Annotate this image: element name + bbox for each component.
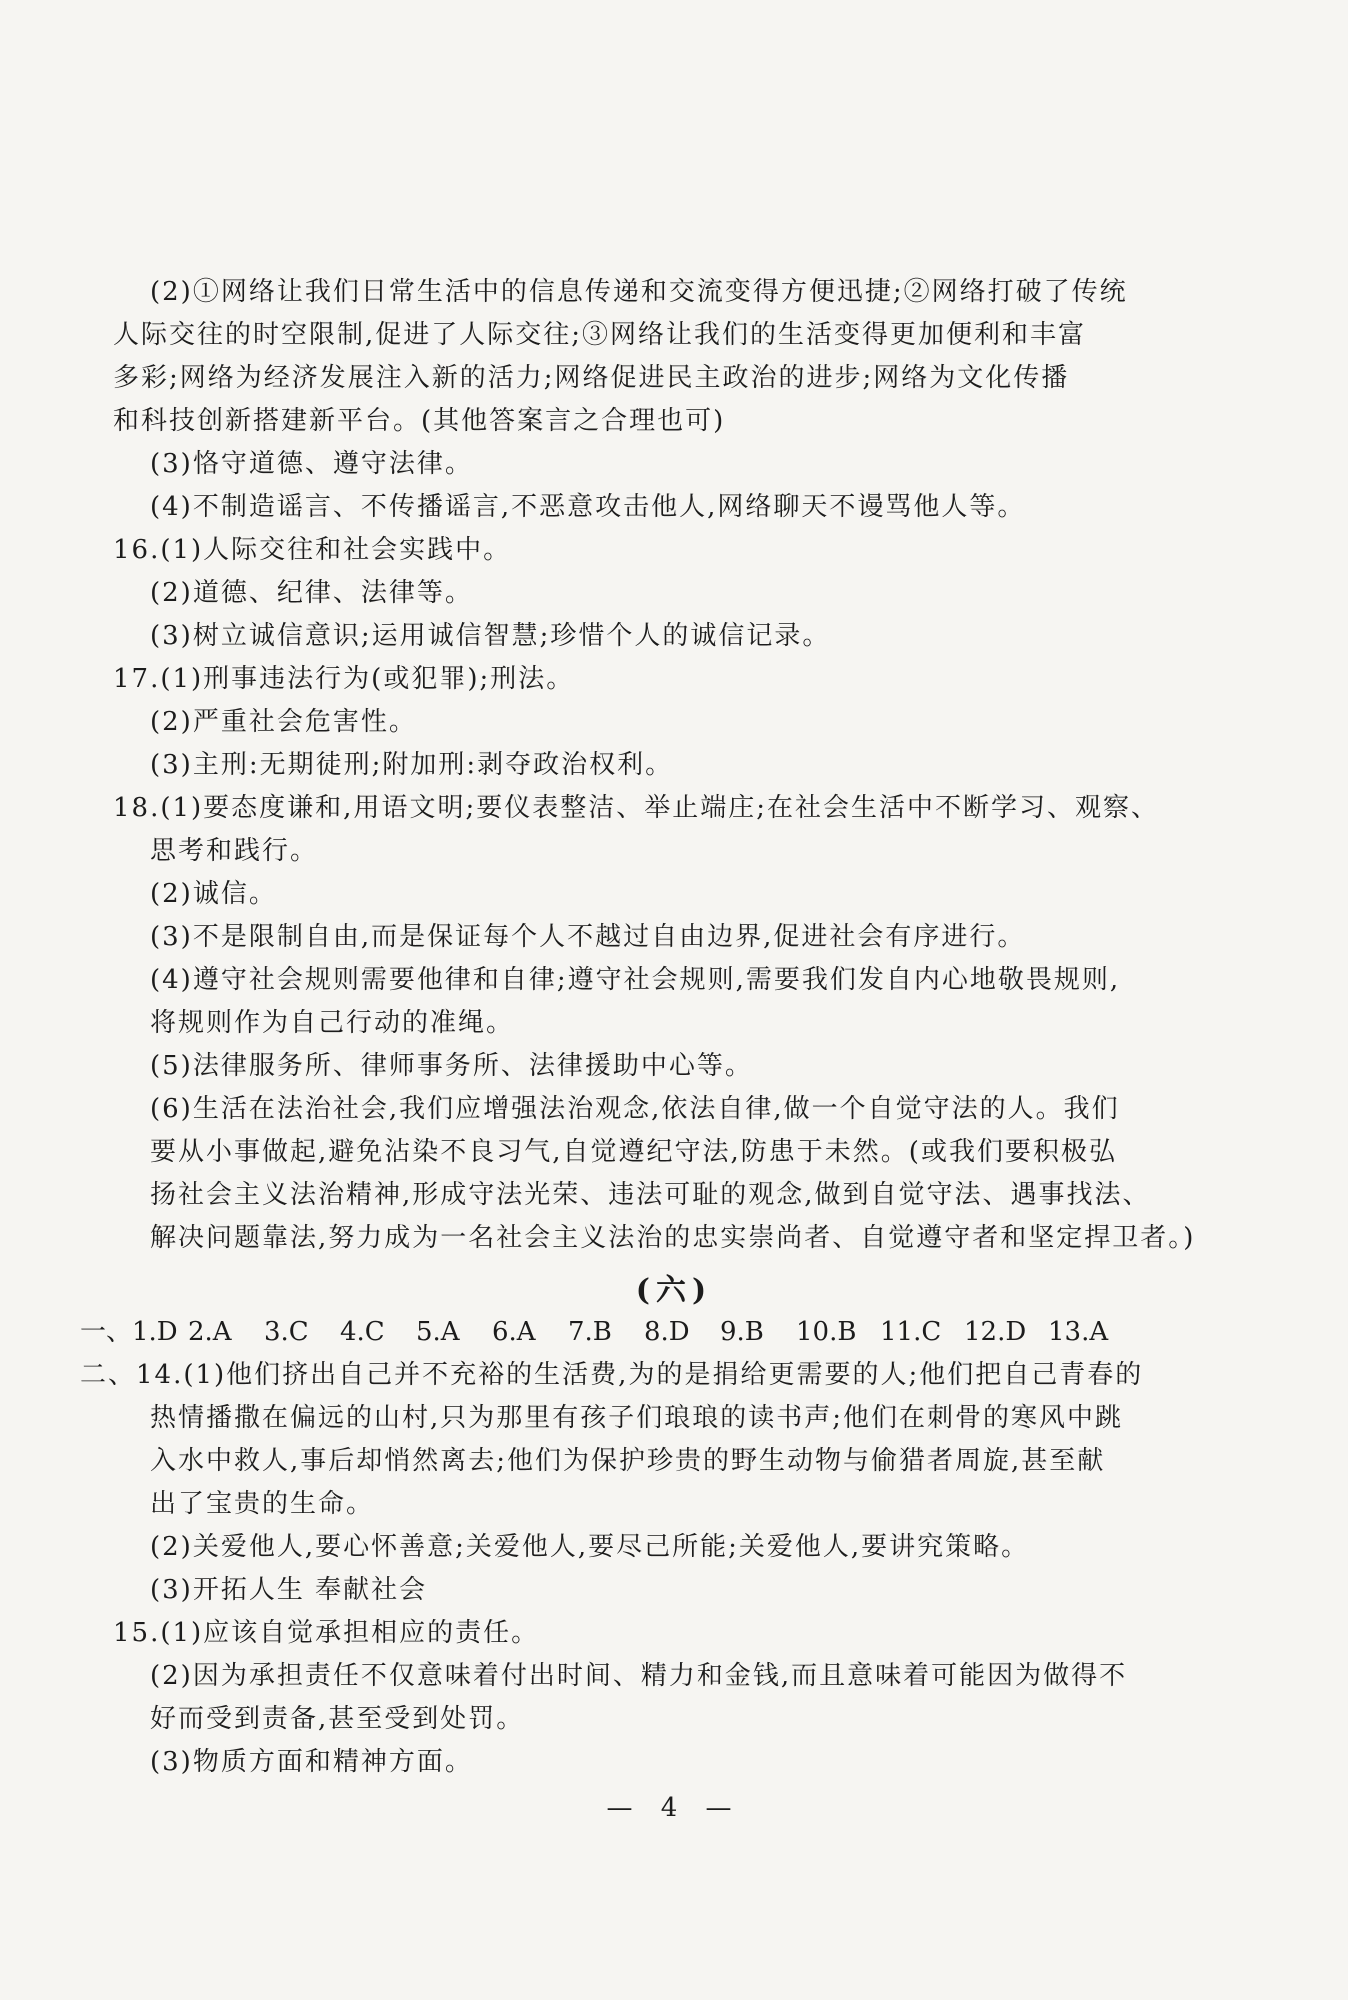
- answer-line: 将规则作为自己行动的准绳。: [150, 1008, 515, 1038]
- mc-answer: 8.D: [644, 1317, 690, 1347]
- answer-line: 17.(1)刑事违法行为(或犯罪);刑法。: [113, 664, 575, 694]
- answer-line: 多彩;网络为经济发展注入新的活力;网络促进民主政治的进步;网络为文化传播: [113, 363, 1070, 393]
- answer-line: 解决问题靠法,努力成为一名社会主义法治的忠实崇尚者、自觉遵守者和坚定捍卫者。): [150, 1223, 1196, 1253]
- answer-line: (6)生活在法治社会,我们应增强法治观念,依法自律,做一个自觉守法的人。我们: [150, 1094, 1120, 1124]
- answer-line: (3)物质方面和精神方面。: [150, 1747, 473, 1777]
- answer-line: (2)诚信。: [150, 879, 277, 909]
- answer-line: (2)因为承担责任不仅意味着付出时间、精力和金钱,而且意味着可能因为做得不: [150, 1661, 1128, 1691]
- page-number: — 4 —: [606, 1793, 742, 1823]
- answer-line: 16.(1)人际交往和社会实践中。: [113, 535, 512, 565]
- mc-answer: 10.B: [796, 1317, 857, 1347]
- mc-answer: 6.A: [492, 1317, 536, 1347]
- answer-line: (5)法律服务所、律师事务所、法律援助中心等。: [150, 1051, 753, 1081]
- answer-line: (3)不是限制自由,而是保证每个人不越过自由边界,促进社会有序进行。: [150, 922, 1026, 952]
- mc-answer: 2.A: [188, 1317, 232, 1347]
- section-heading: (六): [635, 1273, 713, 1308]
- answer-line: (2)道德、纪律、法律等。: [150, 578, 473, 608]
- answer-line: (2)关爱他人,要心怀善意;关爱他人,要尽己所能;关爱他人,要讲究策略。: [150, 1532, 1030, 1562]
- answer-line: 15.(1)应该自觉承担相应的责任。: [113, 1618, 540, 1648]
- mc-answer: 9.B: [720, 1317, 764, 1347]
- answer-line: (3)恪守道德、遵守法律。: [150, 449, 473, 479]
- answer-line: 入水中救人,事后却悄然离去;他们为保护珍贵的野生动物与偷猎者周旋,甚至献: [150, 1446, 1106, 1476]
- answer-line: (4)不制造谣言、不传播谣言,不恶意攻击他人,网络聊天不谩骂他人等。: [150, 492, 1026, 522]
- answer-line: 二、14.(1)他们挤出自己并不充裕的生活费,为的是捐给更需要的人;他们把自己青春的: [80, 1360, 1144, 1390]
- answer-line: (3)开拓人生 奉献社会: [150, 1575, 428, 1605]
- mc-answer: 13.A: [1048, 1317, 1109, 1347]
- answer-line: 出了宝贵的生命。: [150, 1489, 375, 1519]
- mc-answer: 5.A: [416, 1317, 460, 1347]
- answer-line: 要从小事做起,避免沾染不良习气,自觉遵纪守法,防患于未然。(或我们要积极弘: [150, 1137, 1117, 1167]
- answer-line: (2)①网络让我们日常生活中的信息传递和交流变得方便迅捷;②网络打破了传统: [150, 277, 1128, 307]
- mc-answer: 一、1.D: [80, 1317, 178, 1347]
- mc-answer: 7.B: [568, 1317, 612, 1347]
- mc-answer: 11.C: [880, 1317, 942, 1347]
- answer-line: 18.(1)要态度谦和,用语文明;要仪表整洁、举止端庄;在社会生活中不断学习、观察、: [113, 793, 1159, 823]
- answer-line: (2)严重社会危害性。: [150, 707, 417, 737]
- mc-answer: 3.C: [264, 1317, 309, 1347]
- mc-answer: 4.C: [340, 1317, 385, 1347]
- answer-line: (4)遵守社会规则需要他律和自律;遵守社会规则,需要我们发自内心地敬畏规则,: [150, 965, 1121, 995]
- answer-line: (3)主刑:无期徒刑;附加刑:剥夺政治权利。: [150, 750, 674, 780]
- mc-answer-row: [80, 1315, 1280, 1349]
- answer-line: 和科技创新搭建新平台。(其他答案言之合理也可): [113, 406, 726, 436]
- answer-line: 思考和践行。: [150, 836, 319, 866]
- answer-line: 人际交往的时空限制,促进了人际交往;③网络让我们的生活变得更加便利和丰富: [113, 320, 1087, 350]
- answer-line: 热情播撒在偏远的山村,只为那里有孩子们琅琅的读书声;他们在刺骨的寒风中跳: [150, 1403, 1124, 1433]
- answer-line: 好而受到责备,甚至受到处罚。: [150, 1704, 525, 1734]
- mc-answer: 12.D: [964, 1317, 1027, 1347]
- answer-line: (3)树立诚信意识;运用诚信智慧;珍惜个人的诚信记录。: [150, 621, 831, 651]
- answer-line: 扬社会主义法治精神,形成守法光荣、违法可耻的观念,做到自觉守法、遇事找法、: [150, 1180, 1151, 1210]
